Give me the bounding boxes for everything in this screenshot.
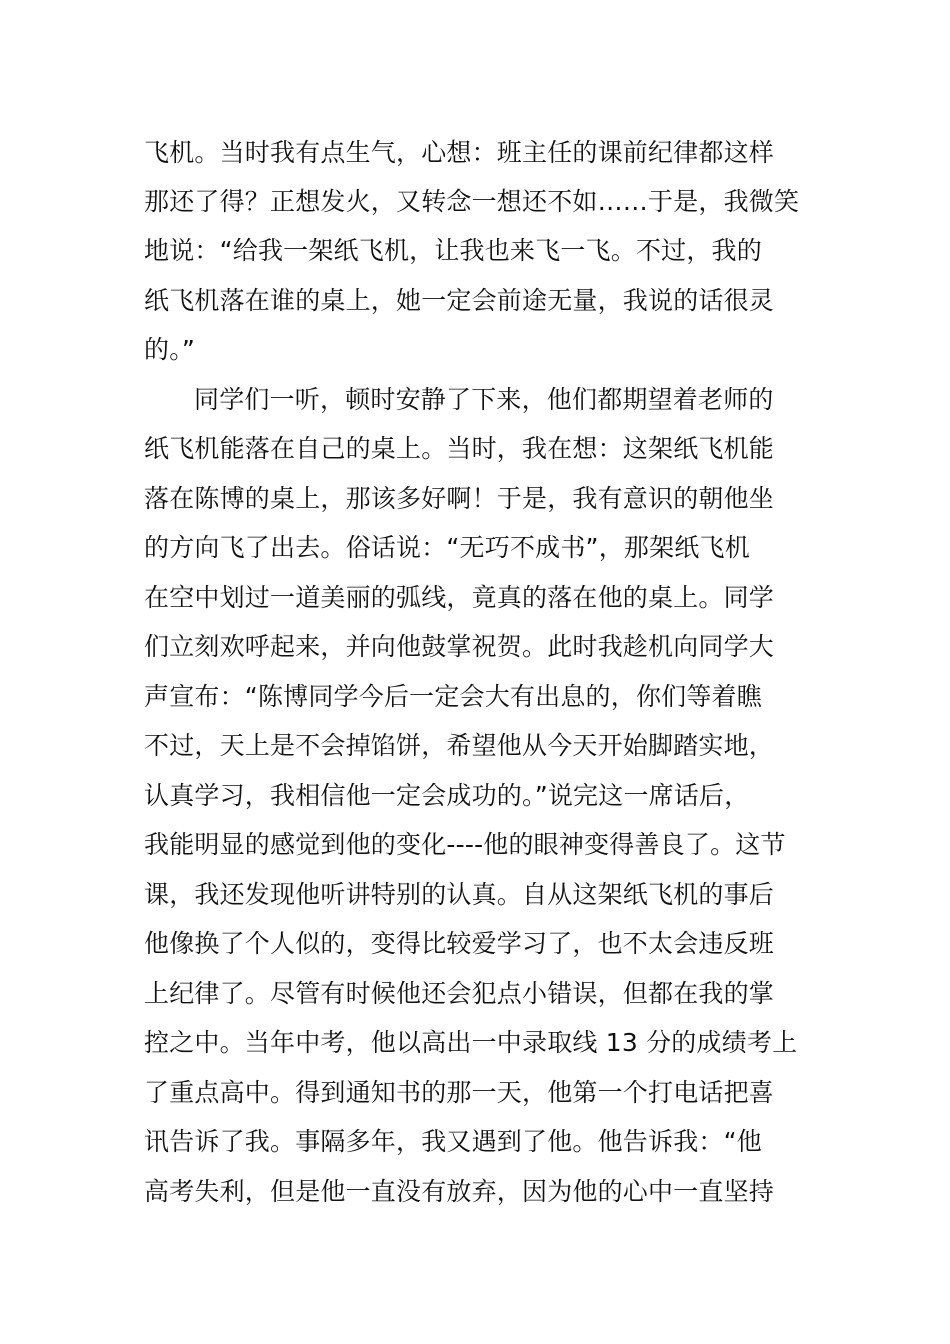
text-line: 课，我还发现他听讲特别的认真。自从这架纸飞机的事后 (144, 880, 775, 909)
text-line: 讯告诉了我。事隔多年，我又遇到了他。他告诉我：“他 (144, 1127, 762, 1156)
text-line: 的方向飞了出去。俗话说：“无巧不成书”，那架纸飞机 (144, 533, 750, 562)
text-line: 控之中。当年中考，他以高出一中录取线 13 分的成绩考上 (144, 1028, 798, 1057)
text-line: 认真学习，我相信他一定会成功的。”说完这一席话后， (144, 781, 750, 810)
text-line: 落在陈博的桌上，那该多好啊！于是，我有意识的朝他坐 (144, 484, 775, 513)
text-line: 飞机。当时我有点生气，心想：班主任的课前纪律都这样 (144, 138, 775, 167)
text-line: 我能明显的感觉到他的变化----他的眼神变得善良了。这节 (144, 830, 786, 859)
text-line: 那还了得？正想发火，又转念一想还不如……于是，我微笑 (144, 187, 800, 216)
text-line: 在空中划过一道美丽的弧线，竟真的落在他的桌上。同学 (144, 583, 775, 612)
text-line: 了重点高中。得到通知书的那一天，他第一个打电话把喜 (144, 1078, 775, 1107)
paragraph-first-line: 同学们一听，顿时安静了下来，他们都期望着老师的 (194, 385, 774, 414)
text-line: 们立刻欢呼起来，并向他鼓掌祝贺。此时我趁机向同学大 (144, 632, 775, 661)
text-line: 他像换了个人似的，变得比较爱学习了，也不太会违反班 (144, 929, 775, 958)
text-line: 纸飞机落在谁的桌上，她一定会前途无量，我说的话很灵 (144, 286, 775, 315)
text-line: 高考失利，但是他一直没有放弃，因为他的心中一直坚持 (144, 1177, 775, 1206)
text-line: 声宣布：“陈博同学今后一定会大有出息的，你们等着瞧 (144, 682, 762, 711)
text-line: 的。” (144, 335, 196, 364)
text-line: 不过，天上是不会掉馅饼，希望他从今天开始脚踏实地， (144, 731, 775, 760)
text-line: 纸飞机能落在自己的桌上。当时，我在想：这架纸飞机能 (144, 434, 775, 463)
text-line: 地说：“给我一架纸飞机，让我也来飞一飞。不过，我的 (144, 236, 762, 265)
text-line: 上纪律了。尽管有时候他还会犯点小错误，但都在我的掌 (144, 979, 775, 1008)
